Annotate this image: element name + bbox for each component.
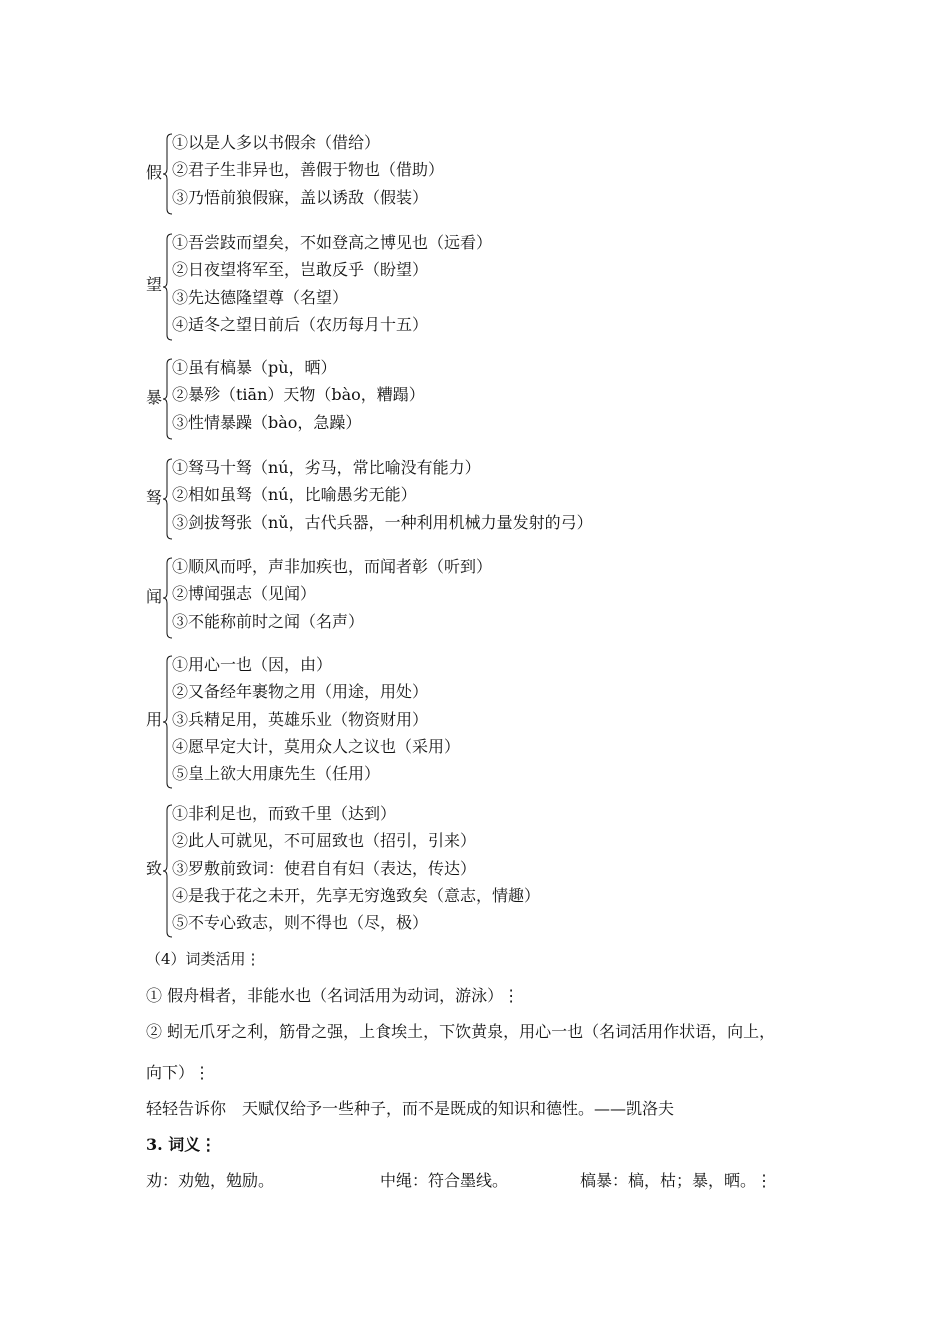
meaning-item: ①顺风而呼，声非加疾也，而闻者彰（听到） [172,557,493,576]
meaning-list [172,133,444,215]
meaning-item: ①以是人多以书假余（借给） [172,133,381,152]
meaning-item: ②日夜望将军至，岂敢反乎（盼望） [172,260,429,280]
meaning-item: ②此人可就见，不可屈致也（招引，引来） [172,831,477,851]
meaning-item: ④是我于花之未开，先享无穷逸致矣（意志，情趣） [172,885,541,905]
meaning-item: ③性情暴躁（bào，急躁） [172,412,362,432]
quote-line: 轻轻告诉你 天赋仅给予一些种子，而不是既成的知识和德性。——凯洛夫 [146,1099,675,1118]
meaning-item: ②君子生非异也，善假于物也（借助） [172,160,445,180]
meaning-item: ③不能称前时之闻（名声） [172,611,365,631]
meaning-entry: 劝：劝勉，勉励。 [146,1171,275,1190]
meaning-list [172,233,492,342]
meaning-item: ②又备经年裹物之用（用途，用处） [172,682,429,702]
meaning-item: ①非利足也，而致千里（达到） [172,804,397,823]
meaning-item: ④愿早定大计，莫用众人之议也（采用） [172,736,461,756]
meaning-item: ③兵精足用，英雄乐业（物资财用） [172,709,429,729]
usage-example: ① 假舟楫者，非能水也（名词活用为动词，游泳）⋮ [146,986,520,1005]
meaning-item: ②相如虽驽（nú，比喻愚劣无能） [172,485,417,505]
meaning-entry: 槁暴：槁，枯；暴，晒。⋮ [580,1171,773,1190]
meaning-item: ①虽有槁暴（pù，晒） [172,358,337,377]
meaning-list [172,358,425,440]
meaning-item: ②博闻强志（见闻） [172,584,317,604]
meaning-item: ⑤不专心致志，则不得也（尽，极） [172,913,429,933]
meaning-item: ①驽马十驽（nú，劣马，常比喻没有能力） [172,458,481,477]
meaning-item: ①用心一也（因，由） [172,655,333,674]
meaning-item: ④适冬之望日前后（农历每月十五） [172,314,429,334]
meaning-list [172,655,460,791]
meaning-item: ③罗敷前致词：使君自有妇（表达，传达） [172,858,477,878]
meaning-list [172,557,492,639]
meaning-item: ①吾尝跂而望矣，不如登高之博见也（远看） [172,233,493,252]
group-character: 驽 [146,488,163,507]
group-character: 暴 [146,388,163,407]
group-character: 望 [146,275,163,294]
section-heading: （4）词类活用⋮ [146,950,261,968]
group-character: 用 [146,710,163,729]
group-character: 闻 [146,587,163,606]
meaning-item: ⑤皇上欲大用康先生（任用） [172,764,381,784]
group-character: 致 [146,859,163,878]
meaning-list [172,804,540,940]
meaning-item: ③先达德隆望尊（名望） [172,287,349,307]
meaning-item: ③乃悟前狼假寐，盖以诱敌（假装） [172,187,429,207]
meaning-list [172,458,593,540]
group-character: 假 [146,163,163,182]
usage-example: ② 蚓无爪牙之利，筋骨之强，上食埃土，下饮黄泉，用心一也（名词活用作状语，向上， [146,1022,776,1041]
meaning-item: ③剑拔弩张（nǔ，古代兵器，一种利用机械力量发射的弓） [172,512,593,532]
meaning-item: ②暴殄（tiān）天物（bào，糟蹋） [172,385,425,405]
usage-example-continued: 向下）⋮ [146,1063,211,1082]
section-heading: 3. 词义⋮ [146,1135,217,1154]
meaning-entry: 中绳：符合墨线。 [380,1171,509,1190]
